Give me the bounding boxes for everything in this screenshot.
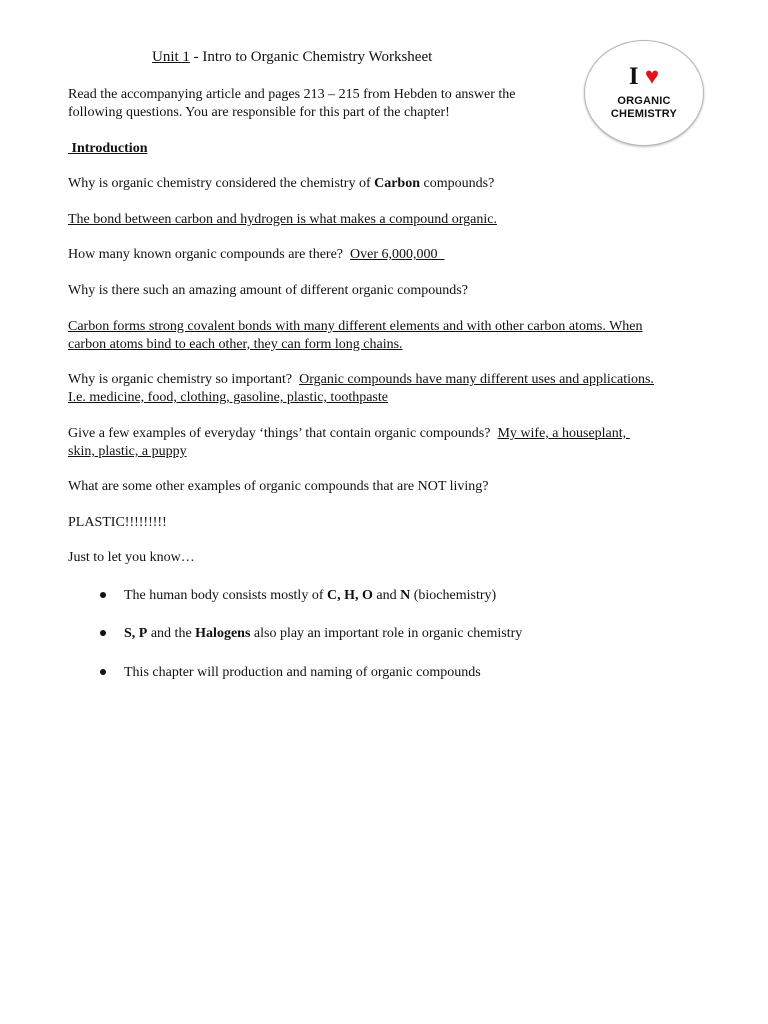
intro-line-2: following questions. You are responsible for this part of the chapter!: [68, 105, 450, 120]
answer-count: Over 6,000,000: [350, 247, 445, 262]
answer-importance-line-2: I.e. medicine, food, clothing, gasoline, plastic, toothpaste: [68, 390, 388, 405]
section-heading-introduction: [68, 140, 147, 157]
bullet-1-elements: C, H, O: [327, 588, 373, 603]
bullet-2-elements: S, P: [124, 626, 148, 641]
logo-i: I: [628, 63, 639, 90]
bullet-2-mid: and the: [147, 626, 196, 641]
question-carbon-bold: Carbon: [374, 176, 421, 191]
question-carbon-post: compounds?: [420, 176, 495, 191]
logo-word-organic: ORGANIC: [617, 95, 671, 107]
answer-nonliving: PLASTIC!!!!!!!!!: [68, 515, 167, 530]
page-title: [152, 49, 432, 66]
answer-variety-line-2: carbon atoms bind to each other, they can form long chains.: [68, 337, 403, 352]
logo-i-heart: [585, 63, 703, 91]
question-examples-text: Give a few examples of everyday ‘things’ that contain organic compounds?: [68, 426, 498, 441]
note-just-to-let-you-know: Just to let you know…: [68, 550, 195, 565]
question-count-text: How many known organic compounds are there?: [68, 247, 350, 262]
logo-word-chemistry: CHEMISTRY: [610, 108, 678, 120]
question-nonliving: What are some other examples of organic compounds that are NOT living?: [68, 479, 489, 494]
question-carbon: [68, 175, 494, 192]
heart-icon: ♥: [644, 64, 660, 90]
bullet-dot-icon: [100, 592, 106, 598]
answer-examples-line-2: skin, plastic, a puppy: [68, 444, 187, 459]
bullet-1-nitrogen: N: [400, 588, 411, 603]
bullet-1-post: (biochemistry): [410, 588, 497, 603]
title-unit: Unit 1: [152, 49, 190, 65]
question-carbon-pre: Why is organic chemistry considered the chemistry of: [68, 176, 375, 191]
bullet-text-human-body: [124, 587, 496, 604]
question-importance: [68, 371, 654, 388]
answer-variety-line-1: Carbon forms strong covalent bonds with many different elements and with other carbon atoms. When: [68, 319, 643, 334]
bullet-text-chapter: This chapter will production and naming of organic compounds: [124, 665, 481, 680]
bullet-1-mid: and: [372, 588, 401, 603]
answer-examples-line-1: My wife, a houseplant,: [497, 426, 630, 441]
question-count: [68, 246, 445, 263]
bullet-dot-icon: [100, 669, 106, 675]
title-rest: - Intro to Organic Chemistry Worksheet: [189, 49, 433, 65]
bullet-text-halogens: [124, 625, 522, 642]
bullet-2-halogens: Halogens: [195, 626, 251, 641]
bullet-dot-icon: [100, 630, 106, 636]
organic-chemistry-logo: [584, 40, 704, 146]
bullet-1-pre: The human body consists mostly of: [124, 588, 327, 603]
intro-line-1: Read the accompanying article and pages 213 – 215 from Hebden to answer the: [68, 87, 516, 102]
question-variety: Why is there such an amazing amount of different organic compounds?: [68, 283, 468, 298]
section-heading-text: Introduction: [68, 141, 148, 156]
bullet-2-post: also play an important role in organic chemistry: [250, 626, 523, 641]
answer-importance-line-1: Organic compounds have many different uses and applications.: [299, 372, 654, 387]
answer-carbon: The bond between carbon and hydrogen is what makes a compound organic.: [68, 212, 497, 227]
question-examples: [68, 425, 630, 442]
question-importance-text: Why is organic chemistry so important?: [68, 372, 300, 387]
